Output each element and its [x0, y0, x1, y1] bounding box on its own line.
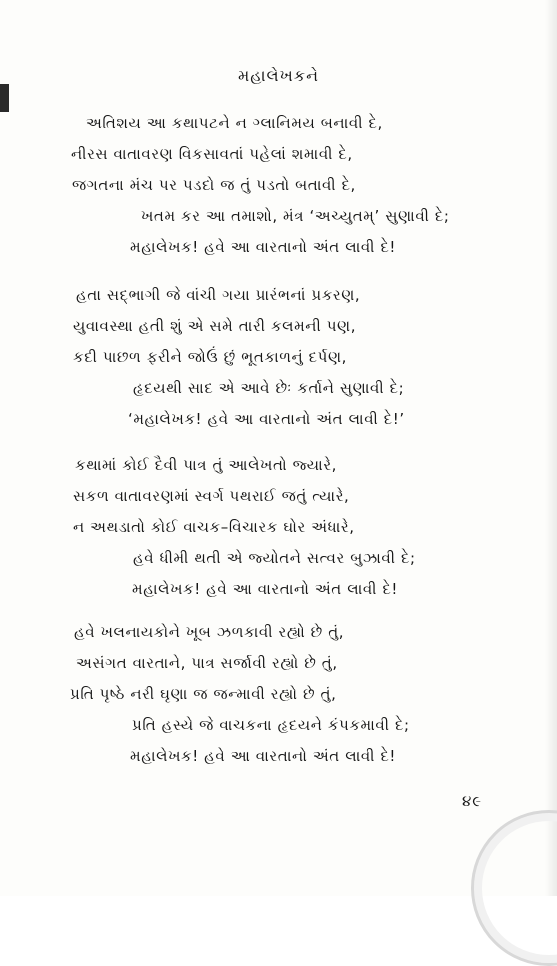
poem-line: અસંગત વારતાને, પાત્ર સર્જાવી રહ્યો છે તું, [76, 654, 338, 672]
poem-line: મહાલેખક! હવે આ વારતાનો અંત લાવી દે! [130, 747, 397, 765]
poem-line: હવે ધીમી થતી એ જ્યોતને સત્વર બુઝાવી દે; [133, 549, 416, 567]
poem-line: અતિશય આ કથાપટને ન ગ્લાનિમય બનાવી દે, [86, 114, 383, 132]
scan-shadow [545, 0, 557, 896]
page-corner-curl [471, 810, 557, 966]
poem-line: મહાલેખક! હવે આ વારતાનો અંત લાવી દે! [132, 580, 399, 598]
poem-line: હતા સદ્ભાગી જે વાંચી ગયા પ્રારંભનાં પ્રકરણ, [76, 286, 361, 304]
poem-line: સકળ વાતાવરણમાં સ્વર્ગ પથરાઈ જતું ત્યારે, [73, 487, 350, 505]
poem-line: ‘મહાલેખક! હવે આ વારતાનો અંત લાવી દે!’ [128, 410, 405, 428]
poem-line: નીરસ વાતાવરણ વિકસાવતાં પહેલાં શમાવી દે, [71, 145, 353, 163]
poem-line: કથામાં કોઈ દૈવી પાત્ર તું આલેખતો જ્યારે, [75, 456, 338, 474]
page-number: ૪૯ [462, 792, 483, 810]
poem-line: જગતના મંચ પર પડદો જ તું પડતો બતાવી દે, [72, 176, 356, 194]
poem-line: ન અથડાતો કોઈ વાચક–વિચારક ઘોર અંધારે, [73, 518, 355, 536]
poem-line: યુવાવસ્થા હતી શું એ સમે તારી કલમની પણ, [73, 317, 357, 335]
poem-line: કદી પાછળ ફરીને જોઉં છું ભૂતકાળનું દર્પણ, [73, 348, 348, 366]
poem-line: પ્રતિ પૃષ્ઠે નરી ઘૃણા જ જન્માવી રહ્યો છે તું, [70, 685, 337, 703]
poem-line: ખતમ કર આ તમાશો, મંત્ર ‘અચ્યુતમ્’ સુણાવી દે; [141, 207, 450, 225]
poem-line: પ્રતિ હસ્યે જે વાચકના હૃદયને કંપકમાવી દે; [132, 716, 410, 734]
poem-line: હવે ખલનાયકોને ખૂબ ઝળકાવી રહ્યો છે તું, [74, 623, 345, 641]
poem-title: મહાલેખકને [237, 66, 320, 85]
poem-line: મહાલેખક! હવે આ વારતાનો અંત લાવી દે! [130, 238, 397, 256]
binding-mark [0, 84, 9, 112]
poem-line: હૃદયથી સાદ એ આવે છેઃ કર્તાને સુણાવી દે; [133, 379, 405, 397]
